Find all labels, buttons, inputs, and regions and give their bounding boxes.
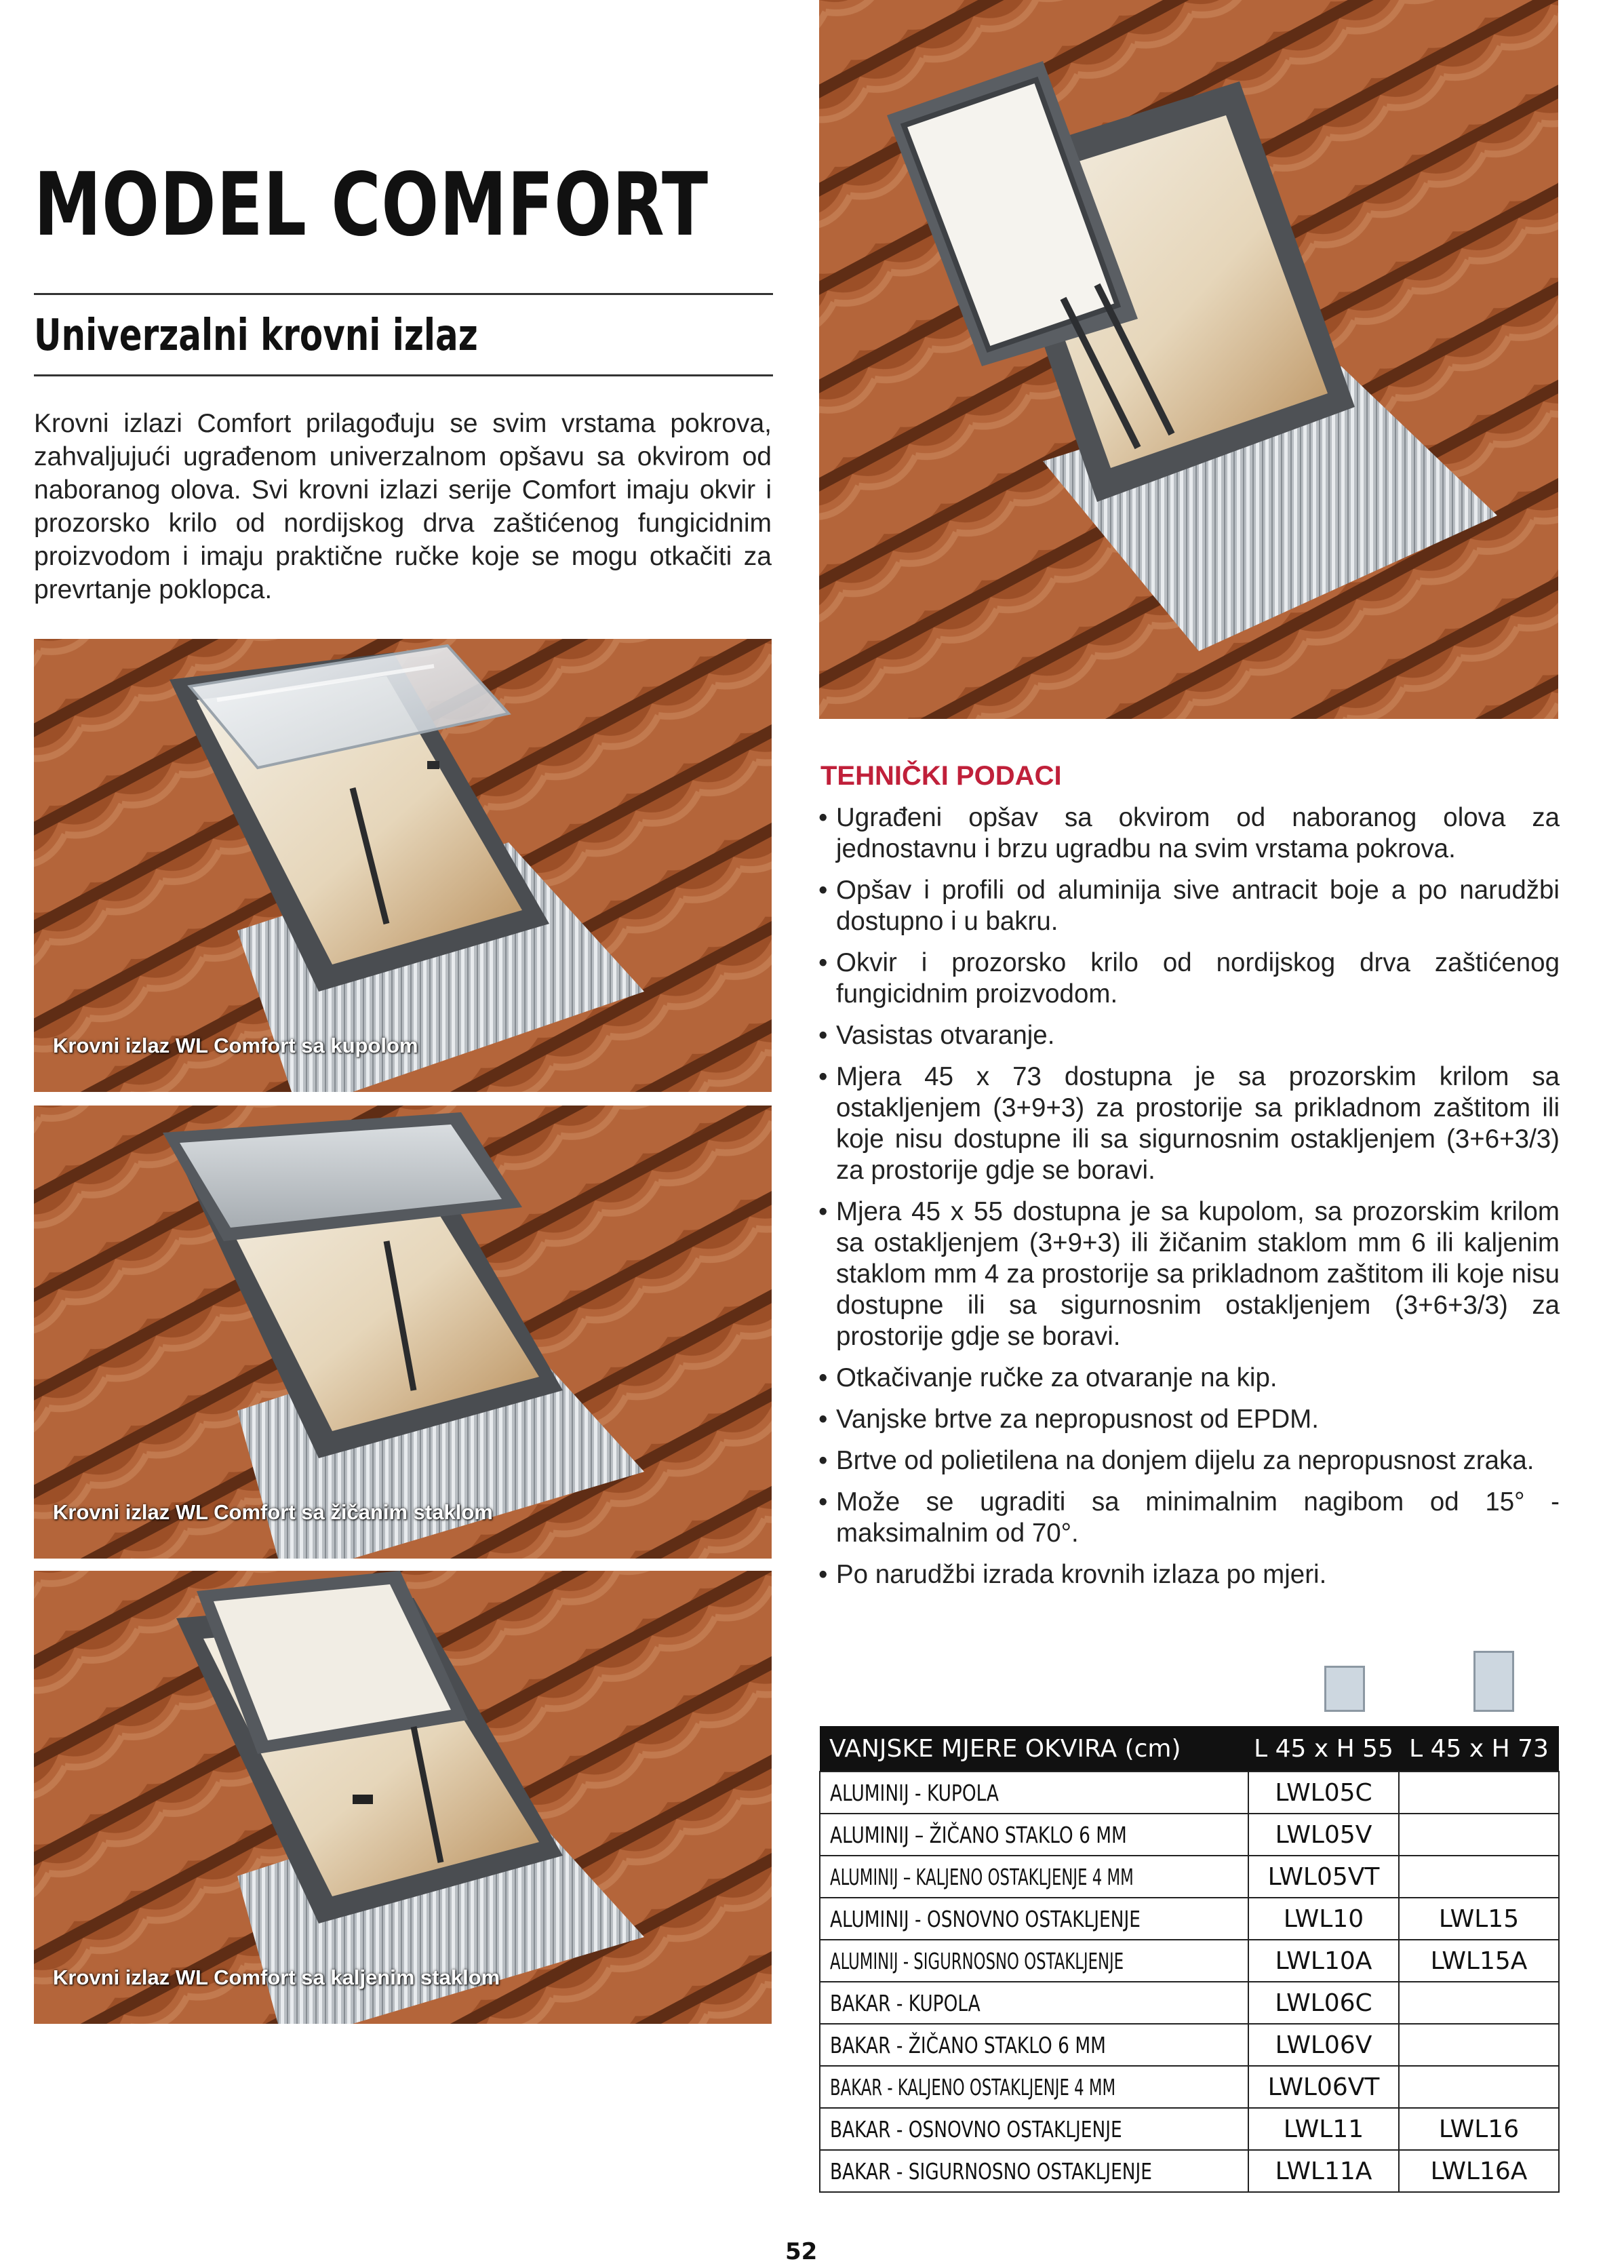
cell-code: LWL10A — [1248, 1940, 1399, 1982]
table-row — [820, 2024, 1559, 2066]
dimensions-table — [819, 1726, 1560, 2193]
cell-code: LWL05V — [1248, 1814, 1399, 1856]
column-header: VANJSKE MJERE OKVIRA (cm) — [820, 1726, 1248, 1772]
cell-code: LWL06VT — [1248, 2066, 1399, 2108]
tech-item: • Mjera 45 x 73 dostupna je sa prozorskim krilom sa ostakljenjem (3+9+3) za prostorije sa prikladnom zaštitom ili koje nisu dostupne ili sa sigurnosnim ostakljenjem (3+6+3/3) za prostorije gdje se boravi. — [817, 1061, 1560, 1186]
row-label: BAKAR - OSNOVNO OSTAKLJENJE — [830, 2115, 1122, 2143]
cell-code — [1399, 1856, 1559, 1898]
tech-item: • Otkačivanje ručke za otvaranje na kip. — [817, 1363, 1560, 1394]
tech-item: • Brtve od polietilena na donjem dijelu za nepropusnost zraka. — [817, 1445, 1560, 1477]
table-row — [820, 1814, 1559, 1856]
column-header: L 45 x H 73 — [1399, 1726, 1559, 1772]
tech-item: • Vasistas otvaranje. — [817, 1020, 1560, 1051]
column-header: L 45 x H 55 — [1248, 1726, 1399, 1772]
cell-code — [1399, 2024, 1559, 2066]
product-photo-main — [819, 0, 1558, 719]
cell-code: LWL11A — [1248, 2150, 1399, 2192]
row-label: ALUMINIJ – KALJENO OSTAKLJENJE 4 MM — [830, 1863, 1134, 1890]
table-row — [820, 1856, 1559, 1898]
cell-code — [1399, 2066, 1559, 2108]
tech-data-heading: TEHNIČKI PODACI — [820, 761, 1062, 791]
table-row — [820, 1940, 1559, 1982]
page-number: 52 — [785, 2238, 818, 2265]
cell-code: LWL06C — [1248, 1982, 1399, 2024]
photo-caption-tempered-glass: Krovni izlaz WL Comfort sa kaljenim staklom — [53, 1966, 500, 1989]
table-row — [820, 1772, 1559, 1814]
photo-caption-wired-glass: Krovni izlaz WL Comfort sa žičanim staklom — [53, 1500, 493, 1524]
tech-item: • Okvir i prozorsko krilo od nordijskog drva zaštićenog fungicidnim proizvodom. — [817, 947, 1560, 1010]
size-small-swatch-icon — [1324, 1666, 1365, 1712]
table-row — [820, 2108, 1559, 2150]
size-large-swatch-icon — [1473, 1651, 1514, 1712]
intro-paragraph: Krovni izlazi Comfort prilagođuju se svim vrstama pokrova, zahvaljujući ugrađenom univerzalnom opšavu sa okvirom od naboranog olova. Svi krovni izlazi serije Comfort imaju okvir i prozorsko krilo od nordijskog drva zaštićenog fungicidnim proizvodom i imaju praktične ručke koje se mogu otkačiti za prevrtanje poklopca. — [34, 409, 772, 604]
row-label: ALUMINIJ - KUPOLA — [830, 1779, 999, 1806]
tech-item: • Opšav i profili od aluminija sive antracit boje a po narudžbi dostupno i u bakru. — [817, 875, 1560, 937]
cell-code — [1399, 1772, 1559, 1814]
page-subtitle: Univerzalni krovni izlaz — [34, 311, 478, 361]
row-label: BAKAR - KUPOLA — [830, 1989, 981, 2016]
product-photo-tempered-glass — [34, 1571, 772, 2024]
table-row — [820, 2150, 1559, 2192]
cell-code: LWL15A — [1399, 1940, 1559, 1982]
cell-code: LWL10 — [1248, 1898, 1399, 1940]
table-row — [820, 2066, 1559, 2108]
table-row — [820, 1898, 1559, 1940]
tech-item: • Vanjske brtve za nepropusnost od EPDM. — [817, 1404, 1560, 1435]
title-divider — [34, 293, 773, 295]
cell-code: LWL16A — [1399, 2150, 1559, 2192]
row-label: BAKAR - ŽIČANO STAKLO 6 MM — [830, 2031, 1106, 2058]
cell-code: LWL15 — [1399, 1898, 1559, 1940]
tech-item: • Ugrađeni opšav sa okvirom od naboranog olova za jednostavnu i brzu ugradbu na svim vrstama pokrova. — [817, 802, 1560, 865]
row-label: ALUMINIJ - SIGURNOSNO OSTAKLJENJE — [830, 1947, 1124, 1974]
table-row — [820, 1982, 1559, 2024]
cell-code: LWL06V — [1248, 2024, 1399, 2066]
photo-caption-dome: Krovni izlaz WL Comfort sa kupolom — [53, 1034, 418, 1057]
cell-code: LWL05C — [1248, 1772, 1399, 1814]
tech-item: • Mjera 45 x 55 dostupna je sa kupolom, sa prozorskim krilom sa ostakljenjem (3+9+3) ili žičanim staklom mm 6 ili kaljenim staklom mm 4 za prostorije sa prikladnom zaštitom ili koje nisu dostupne ili sa sigurnosnim ostakljenjem (3+6+3/3) za prostorije gdje se boravi. — [817, 1196, 1560, 1352]
page-title: MODEL COMFORT — [34, 155, 709, 256]
cell-code: LWL11 — [1248, 2108, 1399, 2150]
table-header-row — [820, 1726, 1559, 1772]
row-label: ALUMINIJ – ŽIČANO STAKLO 6 MM — [830, 1821, 1127, 1848]
cell-code — [1399, 1982, 1559, 2024]
product-photo-wired-glass — [34, 1106, 772, 1559]
tech-item: • Po narudžbi izrada krovnih izlaza po mjeri. — [817, 1559, 1560, 1590]
tech-item: • Može se ugraditi sa minimalnim nagibom od 15° - maksimalnim od 70°. — [817, 1487, 1560, 1549]
cell-code — [1399, 1814, 1559, 1856]
cell-code: LWL16 — [1399, 2108, 1559, 2150]
subtitle-divider — [34, 374, 773, 376]
row-label: BAKAR - KALJENO OSTAKLJENJE 4 MM — [830, 2073, 1116, 2100]
cell-code: LWL05VT — [1248, 1856, 1399, 1898]
row-label: BAKAR - SIGURNOSNO OSTAKLJENJE — [830, 2157, 1152, 2185]
product-photo-dome — [34, 639, 772, 1092]
row-label: ALUMINIJ - OSNOVNO OSTAKLJENJE — [830, 1905, 1141, 1932]
tech-data-list — [817, 802, 1560, 1601]
